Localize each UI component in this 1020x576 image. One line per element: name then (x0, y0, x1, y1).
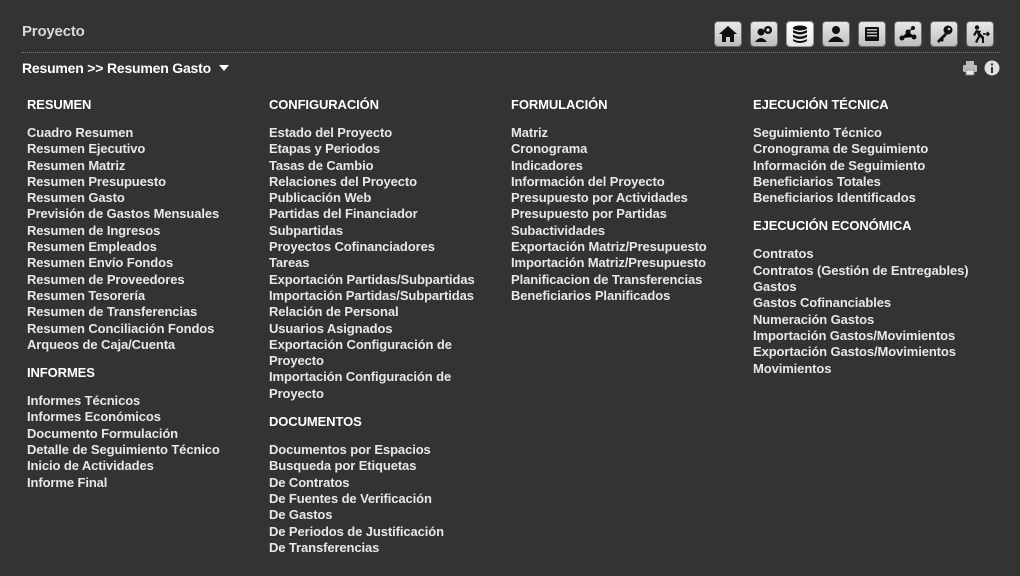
menu-link[interactable]: Resumen Conciliación Fondos (27, 320, 215, 336)
page-header (22, 0, 1000, 53)
menu-column-1 (27, 97, 257, 491)
menu-link[interactable]: Publicación Web (269, 190, 372, 206)
section-title: RESUMEN (27, 97, 92, 112)
menu-link[interactable]: Numeración Gastos (753, 311, 875, 327)
menu-link[interactable]: Cuadro Resumen (27, 125, 134, 140)
exit-button[interactable] (966, 21, 994, 47)
menu-link[interactable]: Resumen Tesorería (27, 287, 145, 303)
menu-link[interactable]: De Periodos de Justificación (269, 523, 444, 539)
exit-icon (969, 24, 991, 44)
breadcrumb[interactable] (22, 60, 229, 76)
section-documentos (269, 414, 499, 556)
menu-link[interactable]: Subactividades (511, 222, 605, 238)
menu-link[interactable]: Seguimiento Técnico (753, 125, 882, 140)
book-button[interactable] (858, 21, 886, 47)
menu-link[interactable]: Tareas (269, 255, 310, 271)
menu-link[interactable]: Etapas y Periodos (269, 141, 381, 157)
section-title: DOCUMENTOS (269, 414, 362, 430)
menu-link[interactable]: Exportación Partidas/Subpartidas (269, 271, 475, 287)
menu-link[interactable]: Relación de Personal (269, 304, 399, 320)
menu-link[interactable]: Resumen Ejecutivo (27, 141, 146, 157)
menu-link[interactable]: Importación Partidas/Subpartidas (269, 287, 474, 303)
menu-link[interactable]: Arqueos de Caja/Cuenta (27, 336, 176, 352)
menu-link[interactable]: Movimientos (753, 360, 832, 376)
menu-link[interactable]: De Fuentes de Verificación (269, 490, 432, 506)
key-button[interactable] (930, 21, 958, 47)
menu-link[interactable]: Documento Formulación (27, 425, 179, 441)
menu-link[interactable]: Resumen de Proveedores (27, 271, 185, 287)
section-configuracion (269, 97, 499, 402)
menu-link[interactable]: Usuarios Asignados (269, 320, 393, 336)
menu-link[interactable]: De Contratos (269, 474, 350, 490)
menu-link[interactable]: Documentos por Espacios (269, 442, 431, 458)
menu-link[interactable]: Proyecto (269, 353, 324, 369)
menu-link[interactable]: Previsión de Gastos Mensuales (27, 206, 220, 222)
menu-link[interactable]: Beneficiarios Planificados (511, 287, 671, 303)
menu-link[interactable]: Resumen de Ingresos (27, 222, 161, 238)
database-icon (789, 24, 811, 44)
menu-link[interactable]: Informes Económicos (27, 409, 161, 425)
menu-link[interactable]: Indicadores (511, 157, 583, 173)
menu-link[interactable]: Exportación Matriz/Presupuesto (511, 239, 707, 255)
section-ejecucion-economica (753, 218, 993, 376)
menu-link[interactable]: Beneficiarios Identificados (753, 190, 916, 206)
home-icon (717, 24, 739, 44)
page-title: Proyecto (22, 23, 85, 40)
menu-link[interactable]: Beneficiarios Totales (753, 173, 881, 189)
menu-link[interactable]: Subpartidas (269, 222, 344, 238)
menu-link[interactable]: Informes Técnicos (27, 393, 141, 409)
menu-link[interactable]: Resumen Envío Fondos (27, 255, 174, 271)
network-button[interactable] (894, 21, 922, 47)
menu-link[interactable]: Exportación Gastos/Movimientos (753, 344, 956, 360)
section-formulacion (511, 97, 741, 304)
menu-link[interactable]: Resumen Matriz (27, 157, 126, 173)
menu-link[interactable]: Planificacion de Transferencias (511, 271, 703, 287)
menu-link[interactable]: Contratos (Gestión de Entregables) (753, 262, 969, 278)
user-button[interactable] (822, 21, 850, 47)
user-icon (825, 24, 847, 44)
menu-link[interactable]: Relaciones del Proyecto (269, 173, 417, 189)
section-title: EJECUCIÓN ECONÓMICA (753, 218, 912, 234)
menu-link[interactable]: Presupuesto por Actividades (511, 190, 688, 206)
breadcrumb-row (22, 60, 1000, 80)
page-actions (962, 60, 1000, 76)
menu-link[interactable]: Proyectos Cofinanciadores (269, 239, 435, 255)
menu-link[interactable]: Importación Gastos/Movimientos (753, 327, 956, 343)
users-settings-button[interactable] (750, 21, 778, 47)
menu-column-2 (269, 97, 499, 556)
menu-link[interactable]: Resumen Gasto (27, 190, 125, 206)
menu-link[interactable]: Tasas de Cambio (269, 157, 374, 173)
menu-link[interactable]: Busqueda por Etiquetas (269, 458, 417, 474)
network-icon (897, 24, 919, 44)
menu-link[interactable]: De Transferencias (269, 539, 380, 555)
breadcrumb-label: Resumen >> Resumen Gasto (22, 60, 211, 76)
menu-link[interactable]: Estado del Proyecto (269, 125, 393, 140)
toolbar (714, 21, 994, 47)
menu-link[interactable]: Cronograma de Seguimiento (753, 141, 929, 157)
book-icon (861, 24, 883, 44)
users-settings-icon (753, 24, 775, 44)
menu-link[interactable]: Información del Proyecto (511, 173, 665, 189)
menu-link[interactable]: Informe Final (27, 474, 108, 490)
database-button[interactable] (786, 21, 814, 47)
menu-link[interactable]: De Gastos (269, 507, 333, 523)
home-button[interactable] (714, 21, 742, 47)
section-title: EJECUCIÓN TÉCNICA (753, 97, 889, 112)
menu-link[interactable]: Cronograma (511, 141, 588, 157)
menu-link[interactable]: Exportación Configuración de (269, 336, 452, 352)
menu-link[interactable]: Resumen Empleados (27, 239, 157, 255)
menu-link[interactable]: Resumen Presupuesto (27, 173, 166, 189)
menu-link[interactable]: Detalle de Seguimiento Técnico (27, 442, 220, 458)
section-informes (27, 365, 257, 491)
menu-link[interactable]: Contratos (753, 246, 814, 262)
menu-link[interactable]: Resumen de Transferencias (27, 304, 198, 320)
key-icon (933, 24, 955, 44)
menu-column-4 (753, 97, 993, 377)
menu-link[interactable]: Inicio de Actividades (27, 458, 154, 474)
menu-link[interactable]: Información de Seguimiento (753, 157, 926, 173)
print-icon[interactable] (962, 60, 978, 76)
section-title: CONFIGURACIÓN (269, 97, 379, 112)
menu-link[interactable]: Proyecto (269, 385, 324, 401)
menu-link[interactable]: Presupuesto por Partidas (511, 206, 667, 222)
menu-link[interactable]: Partidas del Financiador (269, 206, 418, 222)
menu-column-3 (511, 97, 741, 304)
section-title: FORMULACIÓN (511, 97, 608, 112)
section-title: INFORMES (27, 365, 95, 381)
chevron-down-icon (219, 65, 229, 71)
info-icon[interactable] (984, 60, 1000, 76)
menu-link[interactable]: Matriz (511, 125, 548, 140)
section-ejecucion-tecnica (753, 97, 993, 206)
menu-link[interactable]: Importación Matriz/Presupuesto (511, 255, 706, 271)
menu-link[interactable]: Importación Configuración de (269, 369, 452, 385)
menu-link[interactable]: Gastos (753, 279, 797, 295)
menu-link[interactable]: Gastos Cofinanciables (753, 295, 892, 311)
section-resumen (27, 97, 257, 353)
